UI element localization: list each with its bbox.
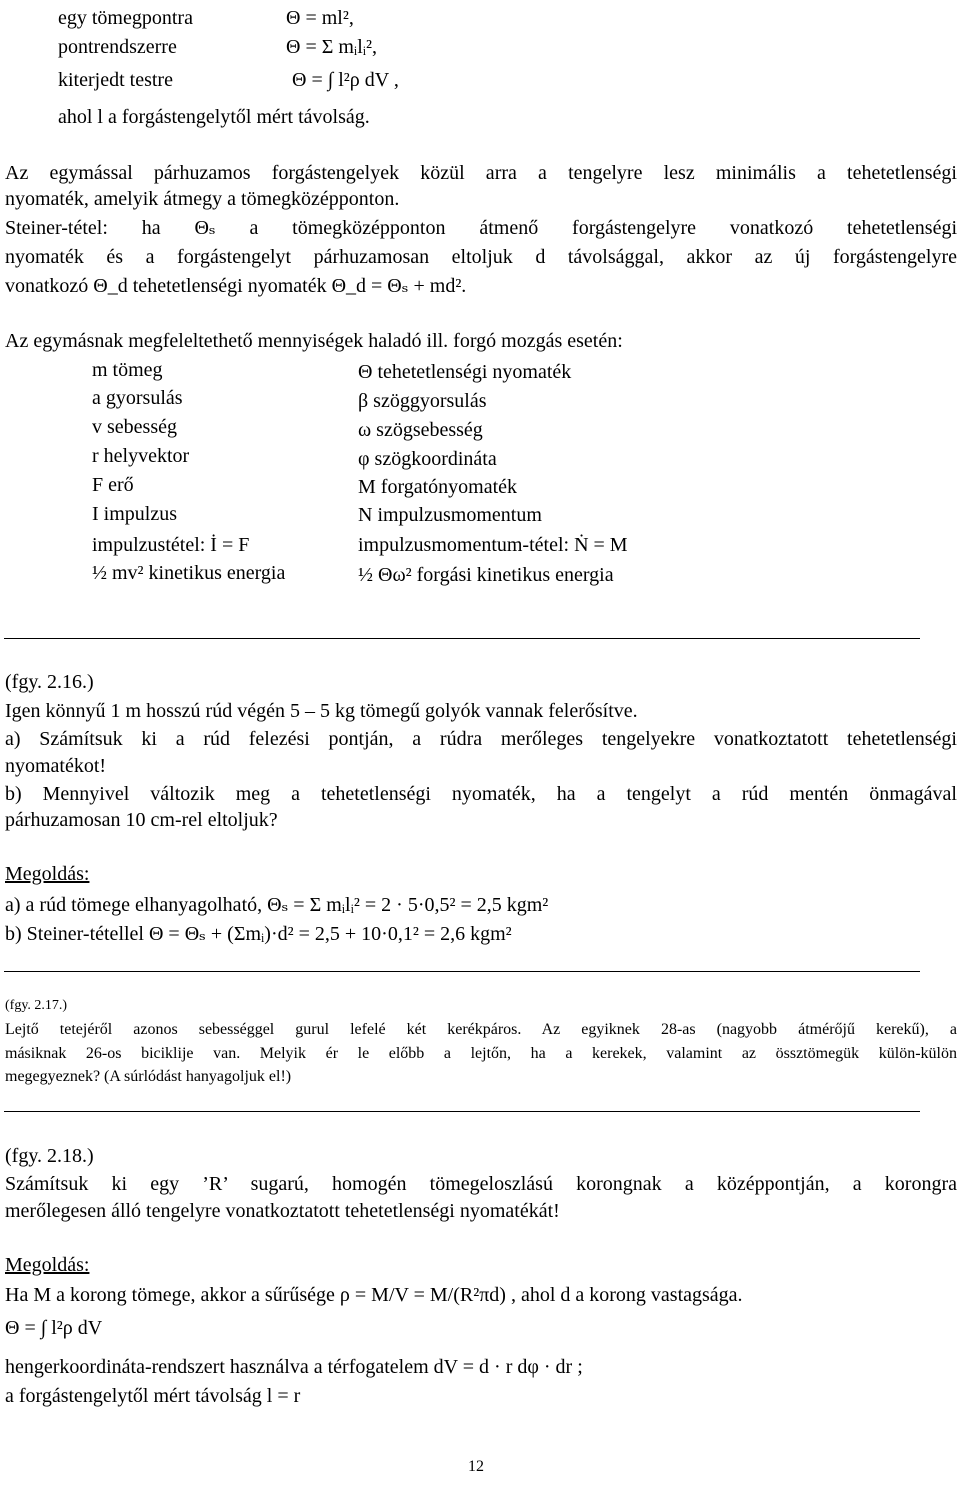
intro-formula-point-mass: Θ = ml², bbox=[286, 7, 354, 29]
analogy-left: m tömeg bbox=[92, 359, 163, 381]
analogy-right: ½ Θω² forgási kinetikus energia bbox=[358, 564, 614, 586]
analogy-left: r helyvektor bbox=[92, 445, 190, 467]
intro-label-point-mass: egy tömegpontra bbox=[58, 7, 193, 29]
exercise-tag: (fgy. 2.16.) bbox=[5, 671, 94, 693]
analogy-right: M forgatónyomaték bbox=[358, 476, 518, 498]
exercise-tag: (fgy. 2.17.) bbox=[5, 998, 68, 1013]
steiner-text: nyomaték és a forgástengelyt párhuzamosan eltoljuk d távolsággal, akkor az új forgástengelyre bbox=[5, 246, 957, 268]
exercise-text: a) Számítsuk ki a rúd felezési pontján, a rúdra merőleges tengelyekre vonatkoztatott tehetetlenségi bbox=[5, 728, 957, 750]
analogy-left: I impulzus bbox=[92, 503, 177, 525]
intro-label-body: kiterjedt testre bbox=[58, 69, 173, 91]
analogy-right: β szöggyorsulás bbox=[358, 390, 487, 412]
exercise-text: Lejtő tetejéről azonos sebességgel gurul lefelé két kerékpáros. Az egyiknek 28-as (nagyobb átmérőjű kerekű), a bbox=[5, 1021, 957, 1038]
exercise-text: Igen könnyű 1 m hosszú rúd végén 5 – 5 kg tömegű golyók vannak felerősítve. bbox=[5, 700, 638, 722]
exercise-text: nyomatékot! bbox=[5, 755, 107, 777]
solution-line: a) a rúd tömege elhanyagolható, Θₛ = Σ mᵢlᵢ² = 2 · 5·0,5² = 2,5 kgm² bbox=[5, 894, 549, 916]
exercise-text: b) Mennyivel változik meg a tehetetlenségi nyomaték, ha a tengelyt a rúd mentén önmagával bbox=[5, 783, 957, 805]
exercise-text: párhuzamosan 10 cm-rel eltoljuk? bbox=[5, 809, 278, 831]
solution-label: Megoldás: bbox=[5, 863, 90, 885]
analogy-intro: Az egymásnak megfeleltethető mennyiségek haladó ill. forgó mozgás esetén: bbox=[5, 330, 623, 352]
exercise-tag: (fgy. 2.18.) bbox=[5, 1145, 94, 1167]
steiner-text: Steiner-tétel: ha Θₛ a tömegközépponton átmenő forgástengelyre vonatkozó tehetetlenségi bbox=[5, 217, 957, 239]
separator bbox=[4, 1111, 920, 1112]
analogy-left: a gyorsulás bbox=[92, 387, 183, 409]
analogy-right: φ szögkoordináta bbox=[358, 448, 497, 470]
page-number: 12 bbox=[468, 1458, 484, 1475]
analogy-right: Θ tehetetlenségi nyomaték bbox=[358, 361, 572, 383]
separator bbox=[4, 971, 920, 972]
intro-label-system: pontrendszerre bbox=[58, 36, 177, 58]
analogy-right: impulzusmomentum-tétel: Ṅ = M bbox=[358, 534, 628, 556]
exercise-text: Számítsuk ki egy ’R’ sugarú, homogén tömegeloszlású korongnak a középpontján, a korongra bbox=[5, 1173, 957, 1195]
separator bbox=[4, 638, 920, 639]
parallel-axes-text: Az egymással párhuzamos forgástengelyek közül arra a tengelyre lesz minimális a tehetetlenségi bbox=[5, 162, 957, 184]
solution-line: Ha M a korong tömege, akkor a sűrűsége ρ = M/V = M/(R²πd) , ahol d a korong vastagsága. bbox=[5, 1284, 743, 1306]
analogy-right: ω szögsebesség bbox=[358, 419, 483, 441]
parallel-axes-text: nyomaték, amelyik átmegy a tömegközépponton. bbox=[5, 188, 400, 210]
analogy-left: v sebesség bbox=[92, 416, 177, 438]
solution-line: b) Steiner-tétellel Θ = Θₛ + (Σmᵢ)·d² = 2,5 + 10·0,1² = 2,6 kgm² bbox=[5, 923, 512, 945]
intro-formula-system: Θ = Σ mᵢlᵢ², bbox=[286, 36, 378, 58]
solution-label: Megoldás: bbox=[5, 1254, 90, 1276]
intro-note: ahol l a forgástengelytől mért távolság. bbox=[58, 106, 370, 128]
solution-line: hengerkoordináta-rendszert használva a térfogatelem dV = d · r dφ · dr ; bbox=[5, 1356, 583, 1378]
analogy-left: impulzustétel: İ = F bbox=[92, 534, 250, 556]
solution-line: a forgástengelytől mért távolság l = r bbox=[5, 1385, 301, 1407]
intro-formula-body: Θ = ∫ l²ρ dV , bbox=[292, 69, 399, 91]
analogy-right: N impulzusmomentum bbox=[358, 504, 542, 526]
solution-formula: Θ = ∫ l²ρ dV bbox=[5, 1317, 103, 1339]
steiner-text: vonatkozó Θ_d tehetetlenségi nyomaték Θ_d = Θₛ + md². bbox=[5, 275, 467, 297]
exercise-text: merőlegesen álló tengelyre vonatkoztatott tehetetlenségi nyomatékát! bbox=[5, 1200, 560, 1222]
exercise-text: megegyeznek? (A súrlódást hanyagoljuk el!) bbox=[5, 1068, 292, 1085]
analogy-left: F erő bbox=[92, 474, 134, 496]
analogy-left: ½ mv² kinetikus energia bbox=[92, 562, 286, 584]
exercise-text: másiknak 26-os biciklije van. Melyik ér le előbb a lejtőn, ha a kerekek, valamint az össztömegük külön-külön bbox=[5, 1045, 957, 1062]
